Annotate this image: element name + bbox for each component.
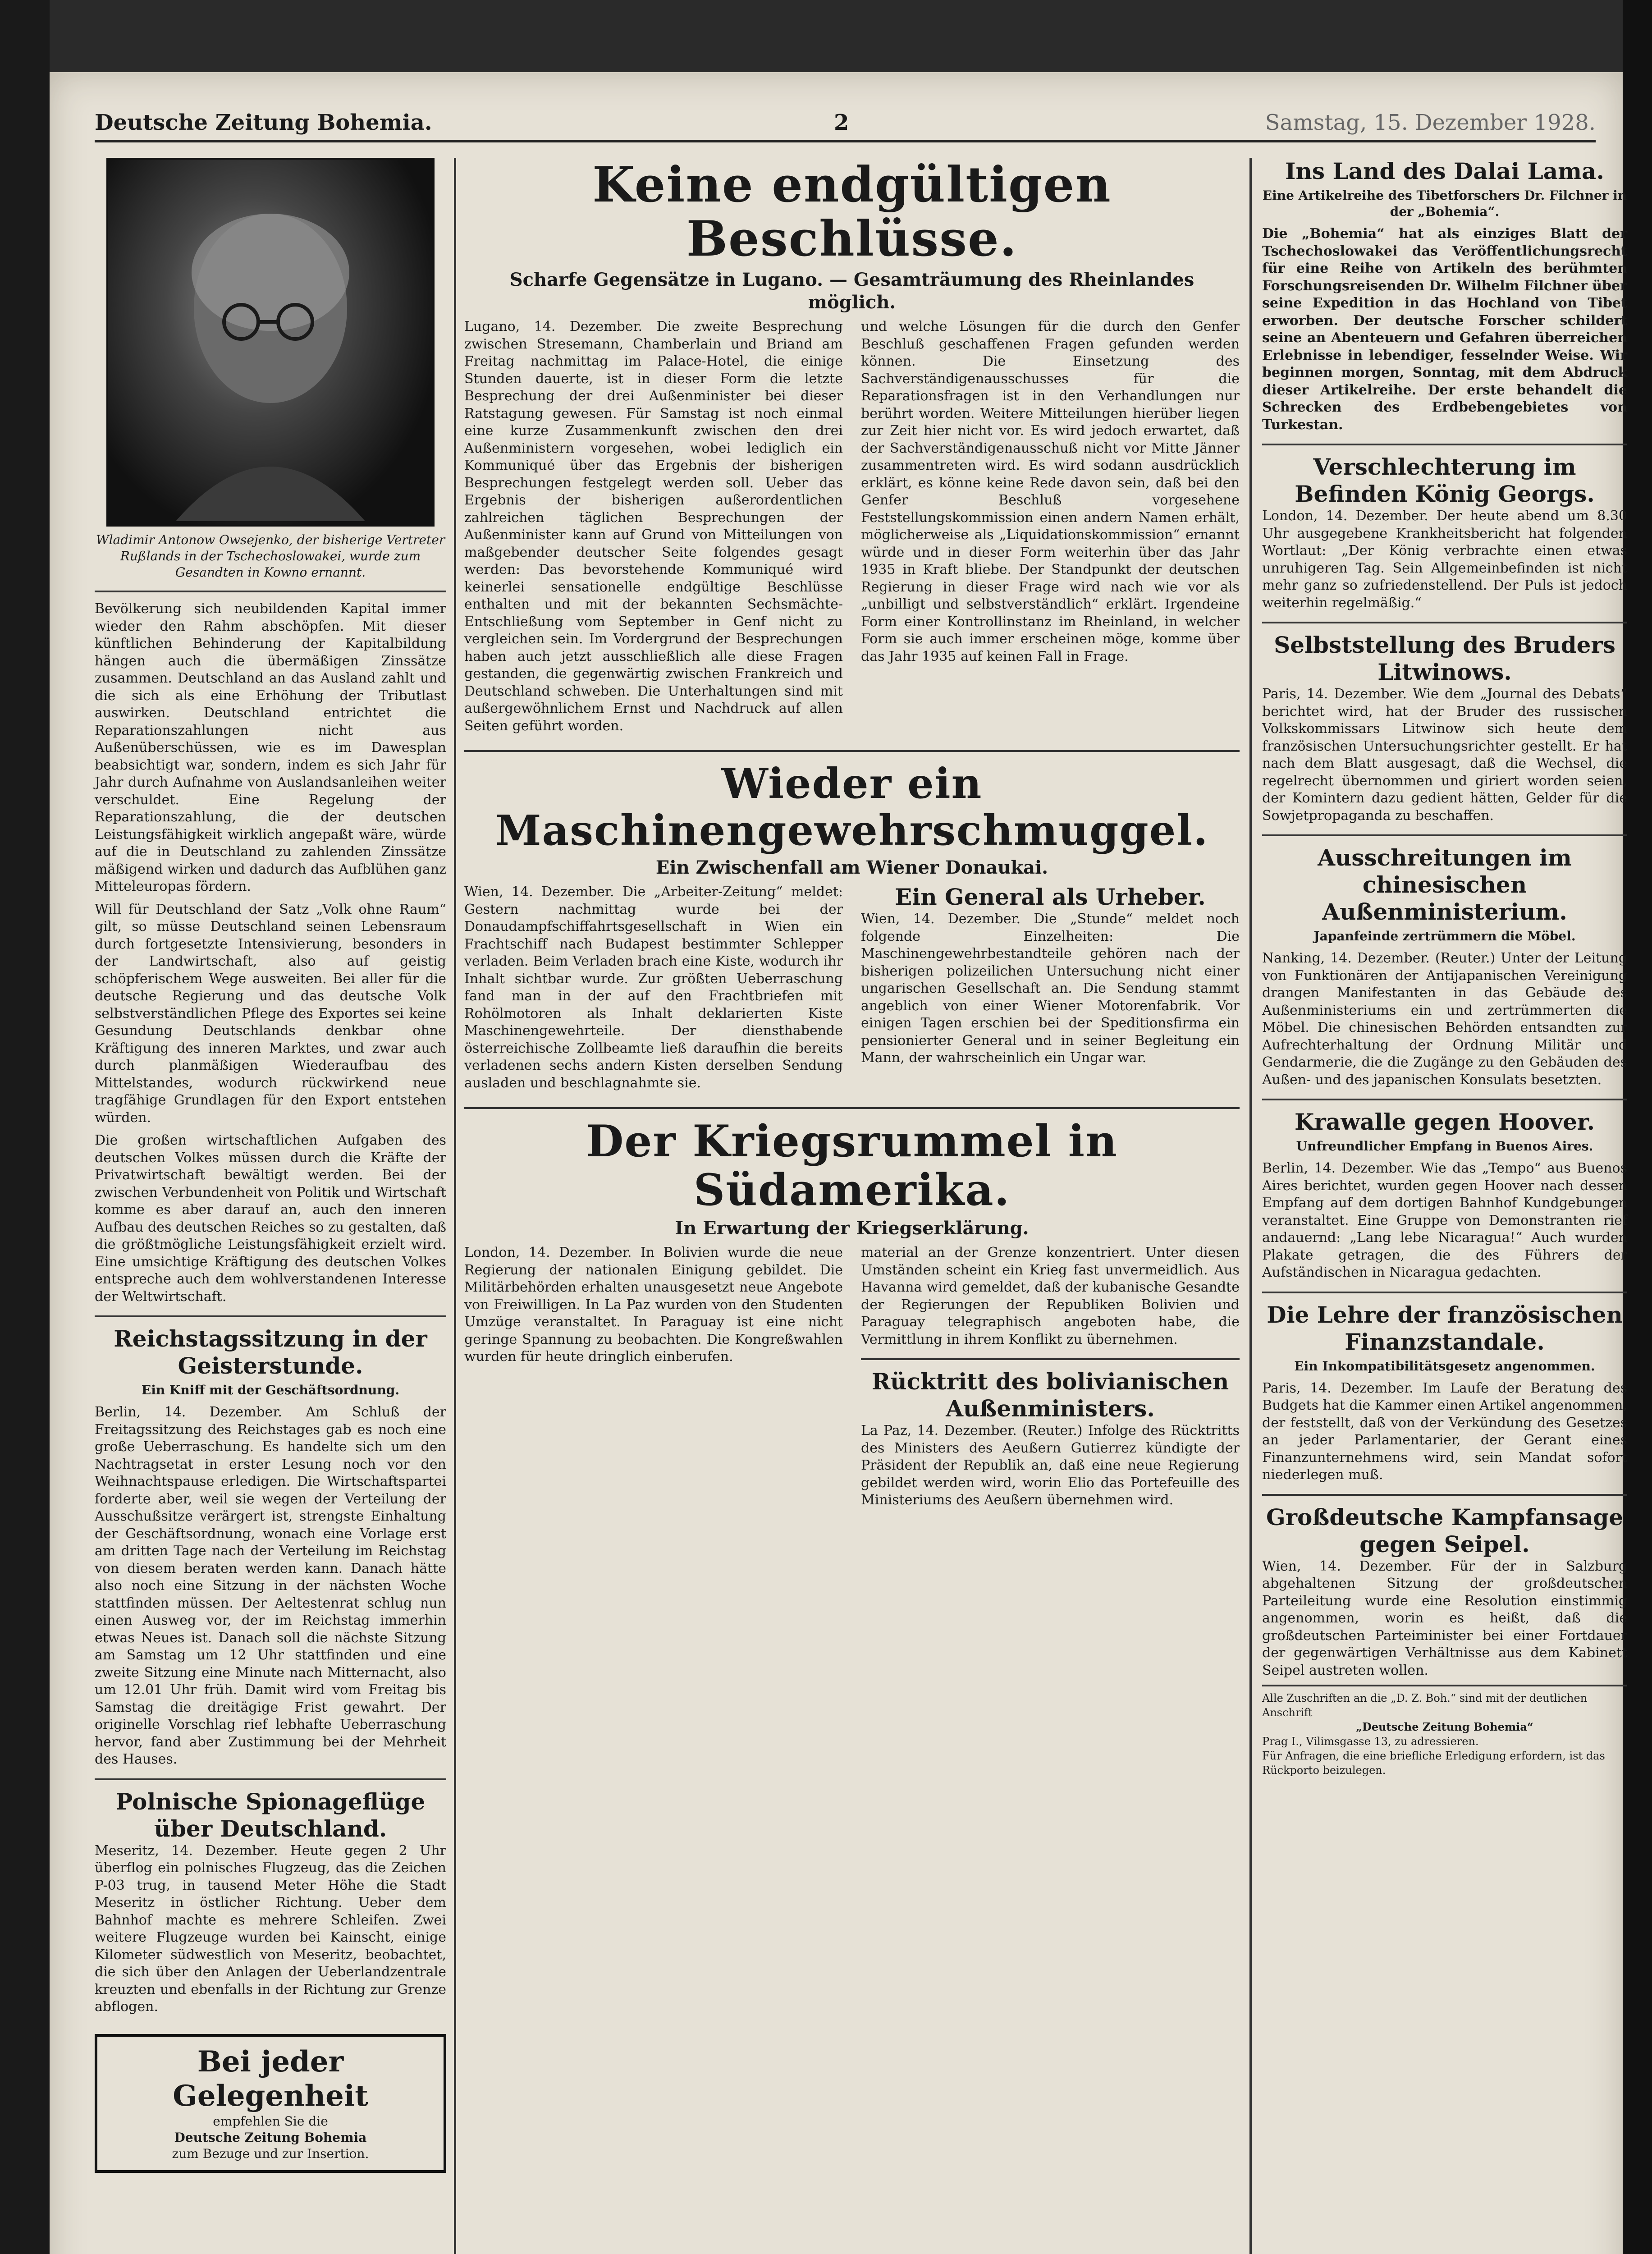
publisher-notice <box>1262 1685 1627 1778</box>
headline-reichstag: Reichstagssitzung in der Geisterstunde. <box>114 1325 427 1379</box>
headline-seipel: Großdeutsche Kampfansage gegen Seipel. <box>1266 1503 1624 1558</box>
subhead-maschinengewehr: Ein Zwischenfall am Wiener Donaukai. <box>655 857 1048 878</box>
ad-line: zum Bezuge und zur Insertion. <box>172 2146 369 2161</box>
two-column-block <box>464 884 1240 1097</box>
article-text: Wien, 14. Dezember. Die „Arbeiter-Zeitung“ meldet: Gestern nachmittag wurde bei der Donaudampfschiffahrtsgesellschaft in Wien ein Frachtschiff nach Budapest bestimmter Schlepper verladen. Beim Verladen brach eine Kiste, wodurch ihr Inhalt sichtbar wurde. Zur größten Ueberraschung fand man in der auf den Frachtbriefen mit Rohölmotoren als Inhalt deklarierten Kiste Maschinengewehrteile. Der diensthabende österreichische Zollbeamte ließ daraufhin die bereits verladenen sechs andern Kisten derselben Sendung ausladen und beschlagnahmte sie. <box>464 884 843 1091</box>
column-center <box>464 158 1240 2254</box>
divider <box>1262 444 1627 445</box>
article-text: Wien, 14. Dezember. Die „Stunde“ meldet noch folgende Einzelheiten: Die Maschinengewehrbestandteile gehören nach der bisherigen polizeilichen Untersuchung nicht einer ungarischen Gesellschaft an. Die Sendung stammt angeblich von einer Wiener Motorenfabrik. Vor einigen Tagen erschien bei der Speditionsfirma ein pensionierter General und in seiner Begleitung ein Mann, der wahrscheinlich ein Ungar war. <box>861 911 1240 1066</box>
divider <box>95 591 446 592</box>
masthead-title: Deutsche Zeitung Bohemia. <box>95 110 432 135</box>
divider <box>1262 1494 1627 1496</box>
headline-finanzskandale: Die Lehre der französischen Finanzstandale. <box>1267 1301 1623 1355</box>
subhead-hoover: Unfreundlicher Empfang in Buenos Aires. <box>1296 1139 1593 1154</box>
divider <box>95 1778 446 1780</box>
divider <box>1262 622 1627 623</box>
divider <box>1262 834 1627 836</box>
subhead-kriegsrummel: In Erwartung der Kriegserklärung. <box>675 1218 1029 1239</box>
notice-line: Alle Zuschriften an die „D. Z. Boh.“ sind mit der deutlichen Anschrift <box>1262 1692 1588 1719</box>
article-text: Die „Bohemia“ hat als einziges Blatt der Tschechoslowakei das Veröffentlichungsrecht für eine Reihe von Artikeln des berühmten Forschungsreisenden Dr. Wilhelm Filchner über seine Expedition in das Hochland von Tibet erworben. Der deutsche Forscher schildert seine an Abenteuern und Gefahren überreichen Erlebnisse in lebendiger, fesselnder Weise. Wir beginnen morgen, Sonntag, mit dem Abdruck dieser Artikelreihe. Der erste behandelt die Schrecken des Erdbebengebietes von Turkestan. <box>1262 226 1627 433</box>
headline-maschinengewehr: Wieder ein Maschinengewehrschmuggel. <box>495 759 1209 855</box>
ad-title: Bei jeder Gelegenheit <box>173 2044 368 2113</box>
article-text: London, 14. Dezember. In Bolivien wurde die neue Regierung der nationalen Einigung gebildet. Die Militärbehörden erhalten unausgesetzt neue Angebote von Freiwilligen. In La Paz wurden von den Studenten Umzüge veranstaltet. In Paraguay ist eine nicht geringe Spannung zu beobachten. Die Kongreßwahlen wurden für heute dringlich einberufen. <box>464 1245 843 1365</box>
divider <box>464 1107 1240 1109</box>
portrait-photo <box>106 158 435 527</box>
column-rule <box>1249 158 1252 2254</box>
notice-line: Für Anfragen, die eine briefliche Erledigung erfordern, ist das Rückporto beizulegen. <box>1262 1750 1605 1777</box>
page-number: 2 <box>834 110 849 135</box>
headline-main: Keine endgültigen Beschlüsse. <box>592 156 1112 267</box>
article-text: Will für Deutschland der Satz „Volk ohne Raum“ gilt, so müsse Deutschland seinen Lebensraum durch fortgesetzte Intensivierung, besonders in der Landwirtschaft, also auf geistig schöpferischem Wege ausweiten. Bei aller für die deutsche Regierung und das deutsche Volk selbstverständlichen Pflege des Exportes sei keine Gesundung Deutschlands denkbar ohne Kräftigung des inneren Marktes, und zwar auch durch planmäßigen Wiederaufbau des Mittelstandes, wodurch rückwirkend neue tragfähige Grundlagen für den Export entstehen würden. <box>95 901 446 1126</box>
divider <box>861 1358 1240 1360</box>
article-text: Lugano, 14. Dezember. Die zweite Besprechung zwischen Stresemann, Chamberlain und Briand am Freitag nachmittag im Palace-Hotel, die einige Stunden dauerte, ist in dieser Form die letzte Besprechung der drei Außenminister bei dieser Ratstagung gewesen. Für Samstag ist noch einmal eine kurze Zusammenkunft zwischen den drei Außenministern vorgesehen, wobei lediglich ein Kommuniqué über das Ergebnis der bisherigen Besprechungen festgelegt werden soll. Ueber das Ergebnis der bisherigen außerordentlichen zahlreichen täglichen Besprechungen der Außenminister kann auf Grund von Mitteilungen von maßgebender deutscher Seite folgendes gesagt werden: Das bevorstehende Kommuniqué wird keinerlei sensationelle endgültige Beschlüsse enthalten und mit der bekannten Sechsmächte-Entschließung vom September in Genf nicht zu vergleichen sein. Im Vordergrund der Besprechungen haben auch jetzt ausschließlich alle diese Fragen gestanden, die gegenwärtig zwischen Frankreich und Deutschland schweben. Die Unterhaltungen sind mit außergewöhnlichem Ernst und Nachdruck auf allen Seiten geführt worden. <box>464 319 843 734</box>
scan-left-edge <box>0 0 50 2254</box>
headline-hoover: Krawalle gegen Hoover. <box>1294 1109 1595 1135</box>
article-text: Meseritz, 14. Dezember. Heute gegen 2 Uhr überflog ein polnisches Flugzeug, das die Zeichen P-03 trug, in tausend Meter Höhe die Stadt Meseritz in östlicher Richtung. Ueber dem Bahnhof machte es mehrere Schleifen. Zwei weitere Flugzeuge wurden bei Kainscht, einige Kilometer südwestlich von Meseritz, beobachtet, die sich über den Anlagen der Ueberlandzentrale kreuzten und ebenfalls in der Richtung zur Grenze abflogen. <box>95 1842 446 2015</box>
divider <box>464 750 1240 752</box>
column-left <box>95 158 446 2254</box>
column-rule <box>454 158 456 2254</box>
article-text: Nanking, 14. Dezember. (Reuter.) Unter der Leitung von Funktionären der Antijapanischen Vereinigung drangen Manifestanten in das Gebäude des Außenministeriums ein und zertrümmerten die Möbel. Die chinesischen Behörden entsandten zur Aufrechterhaltung der Ordnung Militär und Gendarmerie, die die Zugänge zu den Gebäuden des Außen- und des japanischen Konsulats besetzten. <box>1262 950 1627 1088</box>
notice-line: Prag I., Vilimsgasse 13, zu adressieren. <box>1262 1735 1479 1748</box>
article-text: und welche Lösungen für die durch den Genfer Beschluß geschaffenen Fragen gefunden werden können. Die Einsetzung des Sachverständigenausschusses für die Reparationsfragen ist in den Verhandlungen nur berührt worden. Weitere Mitteilungen hierüber liegen zur Zeit hier nicht vor. Es wird jedoch erwartet, daß der Sachverständigenausschuß nicht vor Mitte Jänner zusammentreten wird. Es wird sodann ausdrücklich erklärt, es könne keine Rede davon sein, daß bei den Genfer Beschluß vorgesehene Feststellungskommission einen andern Namen erhält, möglicherweise als „Liquidationskommission“ ernannt würde und in dieser Form weiterhin über das Jahr 1935 in Kraft bliebe. Der Standpunkt der deutschen Regierung in dieser Frage wird nach wie vor als „unbilligt und selbstverständlich“ erklärt. Irgendeine Form einer Kontrollinstanz im Rheinland, in welcher Form sie auch immer erscheinen möge, komme über das Jahr 1935 auf keinen Fall in Frage. <box>861 319 1240 664</box>
article-text: London, 14. Dezember. Der heute abend um 8.30 Uhr ausgegebene Krankheitsbericht hat folgenden Wortlaut: „Der König verbrachte einen etwas unruhigeren Tag. Sein Allgemeinbefinden ist nicht mehr ganz so zufriedenstellend. Der Puls ist jedoch weiterhin regelmäßig.“ <box>1262 508 1627 611</box>
newspaper-page <box>50 72 1627 2254</box>
article-text: La Paz, 14. Dezember. (Reuter.) Infolge des Rücktritts des Ministers des Aeußern Gutierrez kündigte der Präsident der Republik an, daß eine neue Regierung gebildet werden wird, worin Elio das Portefeuille des Ministeriums des Aeußern übernehmen wird. <box>861 1423 1240 1508</box>
article-text: Berlin, 14. Dezember. Wie das „Tempo“ aus Buenos Aires berichtet, wurden gegen Hoover nach dessen Empfang auf dem dortigen Bahnhof Kundgebungen veranstaltet. Eine Gruppe von Demonstranten rief andauernd: „Lang lebe Nicaragua!“ Auch wurden Plakate getragen, die des Führers der Aufständischen in Nicaragua gedachten. <box>1262 1160 1627 1280</box>
headline-kriegsrummel: Der Kriegsrummel in Südamerika. <box>586 1116 1118 1215</box>
ad-line: Deutsche Zeitung Bohemia <box>174 2130 367 2145</box>
notice-line: „Deutsche Zeitung Bohemia“ <box>1356 1720 1533 1733</box>
divider <box>1262 1099 1627 1100</box>
issue-date: Samstag, 15. Dezember 1928. <box>1265 110 1596 135</box>
headline-general: Ein General als Urheber. <box>895 884 1206 910</box>
article-text: Bevölkerung sich neubildenden Kapital immer wieder den Rahm abschöpfen. Mit dieser künftlichen Behinderung der Kapitalbildung hängen auch die übermäßigen Zinssätze zusammen. Deutschland an das Ausland zahlt und die sich als eine Erhöhung der Tributlast auswirken. Deutschland entrichtet die Reparationszahlungen nicht aus Außenüberschüssen, wie es im Dawesplan beabsichtigt war, sondern, indem es sich Jahr für Jahr durch Aufnahme von Auslandsanleihen weiter verschuldet. Eine Regelung der Reparationszahlung, die der deutschen Leistungsfähigkeit wirklich angepaßt wäre, würde auf die in Deutschland zu zahlenden Zinssätze mäßigend wirken und dadurch das Aufblühen ganz Mitteleuropas fördern. <box>95 601 446 894</box>
portrait-image-icon <box>108 160 429 521</box>
subhead-dalai-lama: Eine Artikelreihe des Tibetforschers Dr. Filchner in der „Bohemia“. <box>1262 188 1627 219</box>
headline-ruecktritt: Rücktritt des bolivianischen Außenministers. <box>871 1368 1229 1422</box>
subhead-reichstag: Ein Kniff mit der Geschäftsordnung. <box>141 1383 400 1397</box>
article-text: Die großen wirtschaftlichen Aufgaben des deutschen Volkes müssen durch die Kräfte der Privatwirtschaft bewältigt werden. Bei der zwischen Verbundenheit von Politik und Wirtschaft komme es aber darauf an, auch den inneren Aufbau des deutschen Reiches so zu gestalten, daß die größtmögliche Leistungsfähigkeit erzielt wird. Eine umsichtige Kräftigung des deutschen Volkes entspreche auch dem wohlverstandenen Interesse der Weltwirtschaft. <box>95 1132 447 1305</box>
divider <box>95 1315 446 1317</box>
two-column-block <box>464 1244 1240 1515</box>
subhead-main: Scharfe Gegensätze in Lugano. — Gesamträumung des Rheinlandes möglich. <box>509 269 1194 313</box>
headline-spionage: Polnische Spionageflüge über Deutschland. <box>115 1788 426 1842</box>
article-text: material an der Grenze konzentriert. Unter diesen Umständen scheint ein Krieg fast unvermeidlich. Aus Havanna wird gemeldet, daß der kubanische Gesandte der Regierungen der Republiken Bolivien und Paraguay telegraphisch angeboten habe, die Vermittlung in ihrem Konflikt zu übernehmen. <box>861 1245 1240 1347</box>
ad-line: empfehlen Sie die <box>213 2113 328 2129</box>
divider <box>1262 1292 1627 1293</box>
headline-koenig-georg: Verschlechterung im Befinden König Georgs. <box>1295 454 1595 507</box>
column-right <box>1262 158 1627 2254</box>
headline-dalai-lama: Ins Land des Dalai Lama. <box>1285 158 1604 184</box>
article-text: Paris, 14. Dezember. Wie dem „Journal des Debats“ berichtet wird, hat der Bruder des russischen Volkskommissars Litwinow sich heute dem französischen Untersuchungsrichter gestellt. Er hat nach dem Blatt ausgesagt, daß die Wechsel, die regelrecht übernommen und giriert worden seien, der Komintern dazu gedient hätten, Gelder für die Sowjetpropaganda zu beschaffen. <box>1262 686 1627 824</box>
article-text: Paris, 14. Dezember. Im Laufe der Beratung des Budgets hat die Kammer einen Artikel angenommen, der feststellt, daß von der Verkündung des Gesetzes an jeder Parlamentarier, der Gerant eines Finanzunternehmens wird, sein Mandat sofort niederlegen muß. <box>1262 1380 1627 1483</box>
photo-caption: Wladimir Antonow Owsejenko, der bisherige Vertreter Rußlands in der Tschechoslowakei, wurde zum Gesandten in Kowno ernannt. <box>96 532 445 580</box>
article-text: Berlin, 14. Dezember. Am Schluß der Freitagssitzung des Reichstages gab es noch eine große Ueberraschung. Es handelte sich um den Nachtragsetat in erster Lesung noch vor den Weihnachtspause erledigen. Die Wirtschaftspartei forderte aber, weil sie wegen der Verteilung der Ausschußsitze verärgert ist, strengste Einhaltung der Geschäftsordnung, wonach eine Vorlage erst am dritten Tage nach der Verteilung im Reichstag von diesem beraten werden kann. Danach hätte also noch eine Sitzung in der nächsten Woche stattfinden müssen. Der Aeltestenrat schlug nun einen Ausweg vor, der im Reichstag immerhin etwas Neues ist. Danach soll die nächste Sitzung am Samstag um 12 Uhr stattfinden und eine zweite Sitzung eine Minute nach Mitternacht, also um 12.01 Uhr früh. Damit wird vom Freitag bis Samstag die dreitägige Frist gewahrt. Der originelle Vorschlag rief lebhafte Ueberraschung hervor, fand aber Zustimmung bei der Mehrheit des Hauses. <box>95 1404 446 1767</box>
subhead-finanzskandale: Ein Inkompatibilitätsgesetz angenommen. <box>1294 1358 1595 1374</box>
article-text: Wien, 14. Dezember. Für der in Salzburg abgehaltenen Sitzung der großdeutschen Parteileitung wurde eine Resolution einstimmig angenommen, worin es heißt, daß die großdeutschen Parteiminister bei einer Fortdauer der gegenwärtigen Verhältnisse aus dem Kabinett Seipel austreten wollen. <box>1262 1558 1627 1678</box>
headline-china: Ausschreitungen im chinesischen Außenministerium. <box>1318 844 1572 925</box>
advertisement-box <box>95 2034 446 2173</box>
subhead-china: Japanfeinde zertrümmern die Möbel. <box>1313 929 1576 944</box>
page-header <box>95 99 1596 142</box>
headline-litwinow: Selbststellung des Bruders Litwinows. <box>1274 632 1615 685</box>
two-column-block <box>464 318 1240 740</box>
